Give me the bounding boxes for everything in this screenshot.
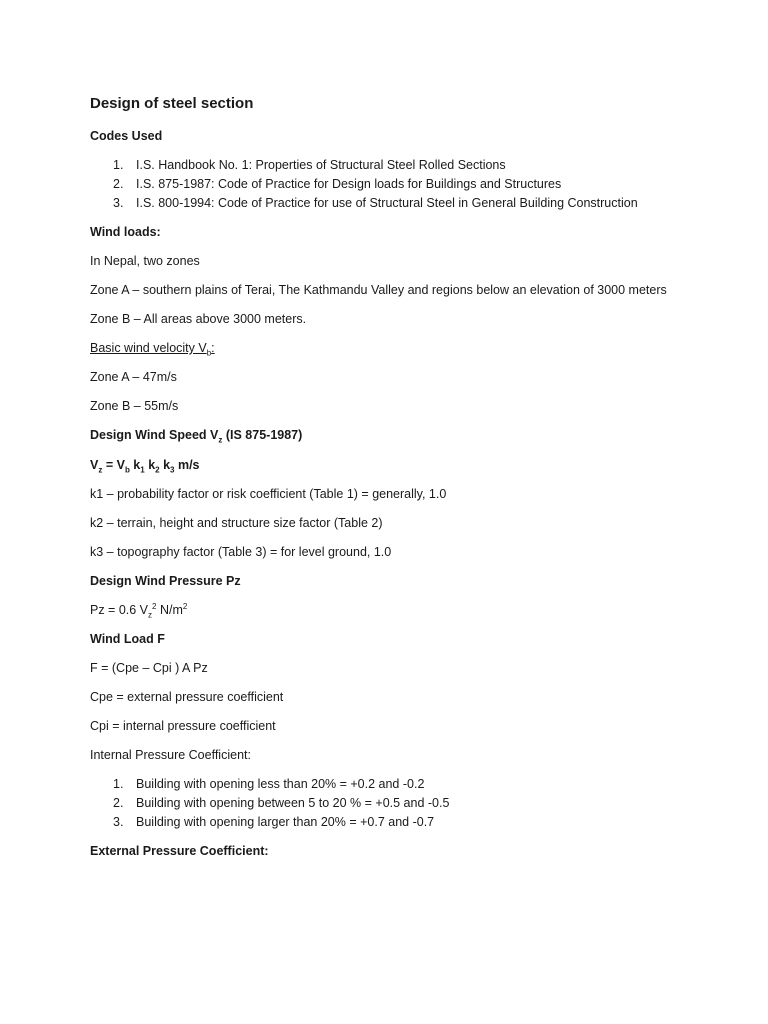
vz-k3sub: 3 — [170, 465, 175, 475]
vz-k2: k — [144, 458, 156, 472]
list-text: I.S. Handbook No. 1: Properties of Structural Steel Rolled Sections — [136, 158, 506, 172]
basic-wind-velocity-heading — [90, 340, 215, 356]
zone-a-text: Zone A – southern plains of Terai, The Kathmandu Valley and regions below an elevation of 3000 meters — [90, 283, 667, 297]
k3-definition: k3 – topography factor (Table 3) = for level ground, 1.0 — [90, 545, 392, 559]
vz-v: V — [90, 458, 99, 472]
list-text: I.S. 875-1987: Code of Practice for Design loads for Buildings and Structures — [136, 177, 562, 191]
design-speed-pre: Design Wind Speed V — [90, 428, 219, 442]
nepal-zones-text: In Nepal, two zones — [90, 254, 200, 268]
vz-unit: m/s — [174, 458, 200, 472]
wind-load-heading: Wind Load F — [90, 632, 165, 646]
design-speed-post: (IS 875-1987) — [222, 428, 303, 442]
vz-k3: k — [159, 458, 171, 472]
vz-formula — [90, 457, 200, 473]
vz-k1sub: 1 — [140, 465, 145, 475]
external-pressure-heading: External Pressure Coefficient: — [90, 844, 269, 858]
wind-loads-heading: Wind loads: — [90, 225, 161, 239]
zone-b-text: Zone B – All areas above 3000 meters. — [90, 312, 307, 326]
basic-velocity-label: Basic wind velocity V — [90, 341, 207, 355]
list-number: 2. — [113, 796, 124, 810]
design-speed-sub: z — [218, 435, 223, 445]
pz-sup: 2 — [152, 601, 157, 611]
vz-k1: k — [129, 458, 141, 472]
list-text: Building with opening larger than 20% = +0.7 and -0.7 — [136, 815, 435, 829]
zone-b-speed: Zone B – 55m/s — [90, 399, 179, 413]
pz-pre: Pz = 0.6 V — [90, 603, 149, 617]
k2-definition: k2 – terrain, height and structure size factor (Table 2) — [90, 516, 383, 530]
cpe-definition: Cpe = external pressure coefficient — [90, 690, 284, 704]
vz-k2sub: 2 — [155, 465, 160, 475]
basic-velocity-sub: b — [206, 348, 212, 358]
vz-vsub: z — [98, 465, 103, 475]
pz-unit: N/m — [156, 603, 183, 617]
cpi-definition: Cpi = internal pressure coefficient — [90, 719, 276, 733]
page-title: Design of steel section — [90, 95, 254, 112]
list-text: Building with opening less than 20% = +0.2 and -0.2 — [136, 777, 425, 791]
list-number: 3. — [113, 196, 124, 210]
pz-unit-sup: 2 — [182, 601, 188, 611]
f-formula: F = (Cpe – Cpi ) A Pz — [90, 661, 208, 675]
vz-eq: = V — [102, 458, 125, 472]
list-text: I.S. 800-1994: Code of Practice for use of Structural Steel in General Building Construction — [136, 196, 638, 210]
design-wind-speed-heading — [90, 427, 302, 443]
list-number: 1. — [113, 777, 124, 791]
list-number: 3. — [113, 815, 124, 829]
list-number: 2. — [113, 177, 124, 191]
vz-bsub: b — [124, 465, 130, 475]
design-wind-pressure-heading: Design Wind Pressure Pz — [90, 574, 241, 588]
codes-heading: Codes Used — [90, 129, 163, 143]
list-number: 1. — [113, 158, 124, 172]
list-text: Building with opening between 5 to 20 % = +0.5 and -0.5 — [136, 796, 450, 810]
basic-velocity-colon: : — [211, 341, 215, 355]
pz-formula — [90, 602, 187, 618]
zone-a-speed: Zone A – 47m/s — [90, 370, 177, 384]
k1-definition: k1 – probability factor or risk coefficient (Table 1) = generally, 1.0 — [90, 487, 447, 501]
pz-sub: z — [148, 610, 153, 620]
internal-pressure-heading: Internal Pressure Coefficient: — [90, 748, 251, 762]
